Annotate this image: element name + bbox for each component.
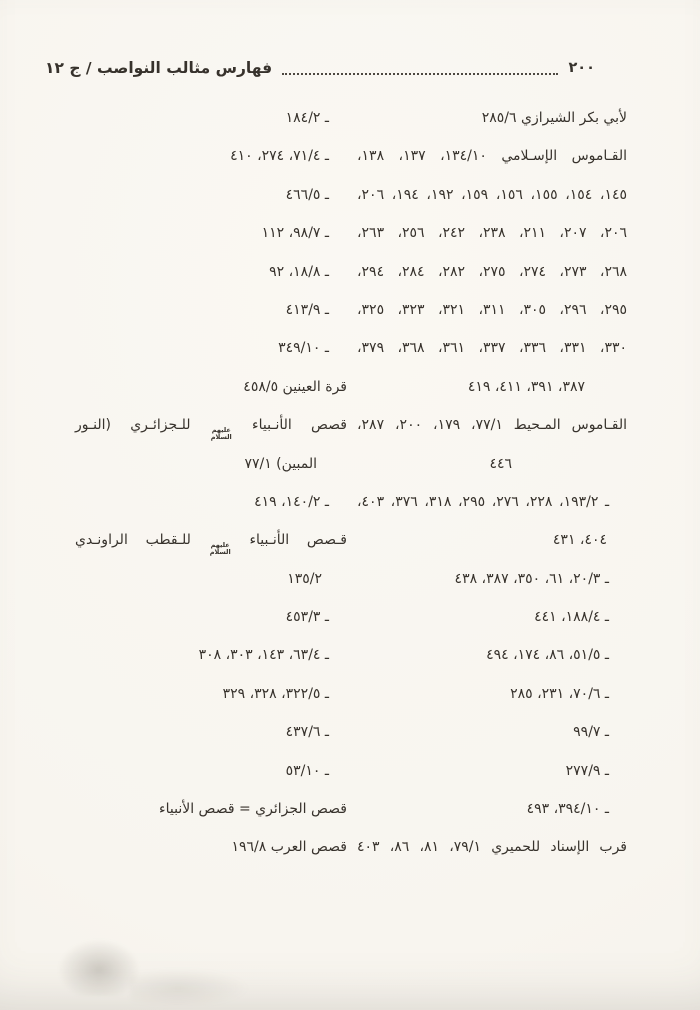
index-entry-line: قصص الجزائري = قصص الأنبياء bbox=[159, 801, 347, 818]
index-dash-line: ـ ٢٧٧/٩ bbox=[565, 762, 609, 779]
index-column-left bbox=[75, 99, 347, 867]
index-dash-line: ـ ١٩٣/٢، ٢٢٨، ٢٧٦، ٢٩٥، ٣١٨، ٣٧٦، ٤٠٣، bbox=[357, 493, 610, 510]
index-pages-line: ٣٨٧، ٣٩١، ٤١١، ٤١٩ bbox=[467, 378, 585, 395]
index-dash-line: ـ ٥١/٥، ٨٦، ١٧٤، ٤٩٤ bbox=[486, 647, 609, 664]
index-dash-line: ـ ٤١٣/٩ bbox=[285, 301, 329, 318]
index-pages-line: ١٤٥، ١٥٤، ١٥٥، ١٥٦، ١٥٩، ١٩٢، ١٩٤، ٢٠٦، bbox=[357, 186, 628, 203]
index-entry-line: قرب الإسناد للحميري ٧٩/١، ٨١، ٨٦، ٤٠٣ bbox=[357, 839, 628, 856]
entry-text: قصص الأنـبياء bbox=[252, 417, 348, 434]
index-pages-line: ٢٠٦، ٢٠٧، ٢١١، ٢٣٨، ٢٤٢، ٢٥٦، ٢٦٣، bbox=[357, 225, 627, 242]
honorific-alayhim-assalam-icon: عليهم السلام bbox=[210, 426, 232, 441]
index-entry-line: لأبي بكر الشيرازي ٢٨٥/٦ bbox=[481, 110, 627, 126]
index-dash-line: ـ ٣٤٩/١٠ bbox=[278, 340, 329, 357]
index-dash-line: ـ ٢٠/٣، ٦١، ٣٥٠، ٣٨٧، ٤٣٨ bbox=[454, 570, 609, 587]
entry-text: للـقطب الراونـدي bbox=[75, 532, 191, 549]
page-number: ٢٠٠ bbox=[568, 60, 595, 76]
index-pages-line: ٤٠٤، ٤٣١ bbox=[552, 532, 607, 549]
index-pages-line: ٤٤٦ bbox=[489, 455, 512, 472]
index-dash-line: ـ ٣٩٤/١٠، ٤٩٣ bbox=[526, 801, 609, 818]
entry-text: للـجزائـري (النـور bbox=[75, 417, 191, 434]
index-dash-line: ـ ٤٦٦/٥ bbox=[285, 186, 329, 203]
index-pages-line: ٣٣٠، ٣٣١، ٣٣٦، ٣٣٧، ٣٦١، ٣٦٨، ٣٧٩، bbox=[357, 340, 627, 357]
entry-text: قـصص الأنـبياء bbox=[249, 532, 347, 549]
index-pages-line: ١٣٥/٢ bbox=[287, 570, 322, 587]
index-dash-line: ـ ٩٨/٧، ١١٢ bbox=[261, 225, 329, 242]
dot-leader bbox=[282, 72, 558, 75]
index-entry-line: القـاموس الإسـلامي ١٣٤/١٠، ١٣٧، ١٣٨، bbox=[357, 148, 628, 165]
index-dash-line: ـ ١٨٨/٤، ٤٤١ bbox=[534, 609, 609, 626]
index-entry-line bbox=[75, 521, 347, 559]
index-dash-line: ـ ٦٣/٤، ١٤٣، ٣٠٣، ٣٠٨ bbox=[198, 647, 329, 664]
index-entry-line bbox=[75, 406, 347, 444]
index-dash-line: ـ ٧٠/٦، ٢٣١، ٢٨٥ bbox=[510, 685, 609, 702]
honorific-alayhim-assalam-icon: عليهم السلام bbox=[209, 541, 231, 556]
scan-smudge bbox=[130, 968, 250, 1008]
index-dash-line: ـ ١٨/٨، ٩٢ bbox=[269, 263, 329, 280]
index-dash-line: ـ ١٤٠/٢، ٤١٩ bbox=[254, 493, 329, 510]
index-dash-line: ـ ٩٩/٧ bbox=[573, 724, 609, 741]
index-dash-line: ـ ٤٥٣/٣ bbox=[285, 609, 329, 626]
index-dash-line: ـ ٥٣/١٠ bbox=[285, 762, 329, 779]
index-dash-line: ـ ٧١/٤، ٢٧٤، ٤١٠ bbox=[230, 148, 329, 165]
index-dash-line: ـ ٣٢٢/٥، ٣٢٨، ٣٢٩ bbox=[222, 685, 329, 702]
index-entry-line: القـاموس المـحيط ٧٧/١، ١٧٩، ٢٠٠، ٢٨٧، bbox=[357, 417, 628, 434]
page-header bbox=[45, 52, 595, 84]
index-pages-line: ٢٦٨، ٢٧٣، ٢٧٤، ٢٧٥، ٢٨٢، ٢٨٤، ٢٩٤، bbox=[357, 263, 627, 280]
running-title: فهارس مثالب النواصب / ج ١٢ bbox=[45, 59, 273, 77]
index-continuation-line: المبين) ٧٧/١ bbox=[244, 455, 317, 472]
index-dash-line: ـ ٤٣٧/٦ bbox=[285, 724, 329, 741]
index-dash-line: ـ ١٨٤/٢ bbox=[285, 110, 329, 126]
index-column-right bbox=[357, 99, 627, 867]
index-pages-line: ٢٩٥، ٢٩٦، ٣٠٥، ٣١١، ٣٢١، ٣٢٣، ٣٢٥، bbox=[357, 301, 627, 318]
index-entry-line: قرة العينين ٤٥٨/٥ bbox=[243, 378, 347, 395]
index-entry-line: قصص العرب ١٩٦/٨ bbox=[231, 839, 347, 856]
